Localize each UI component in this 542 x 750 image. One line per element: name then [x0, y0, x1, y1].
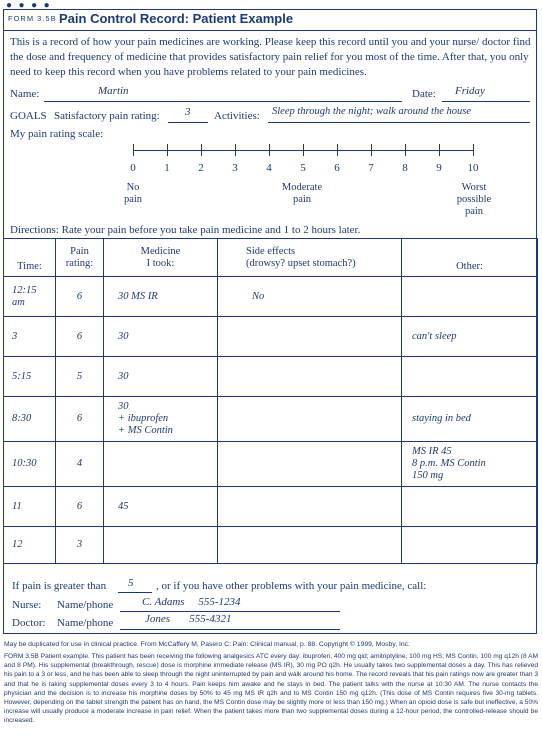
side-effects-cell[interactable] [218, 317, 402, 357]
scale-number: 9 [436, 162, 442, 174]
table-header-row [4, 239, 538, 277]
pain-record-table [3, 238, 538, 564]
scale-number: 8 [402, 162, 408, 174]
side-effects-cell[interactable] [218, 397, 402, 442]
threshold-text-before: If pain is greater than [12, 580, 107, 592]
scale-tick [371, 144, 372, 156]
table-row [4, 442, 538, 487]
time-cell[interactable]: 10:30 [4, 442, 56, 487]
scale-number: 1 [164, 162, 170, 174]
scale-tick [201, 144, 202, 156]
time-cell[interactable]: 5:15 [4, 357, 56, 397]
satisfactory-rating-field[interactable]: 3 [185, 106, 191, 118]
activities-field[interactable]: Sleep through the night; walk around the house [272, 106, 471, 117]
rating-cell[interactable]: 6 [56, 487, 104, 527]
rating-cell[interactable]: 5 [56, 357, 104, 397]
other-cell[interactable] [402, 277, 538, 317]
threshold-text-after: , or if you have other problems with your pain medicine, call: [156, 580, 427, 592]
medicine-cell[interactable]: 30 [104, 317, 218, 357]
scale-number: 4 [266, 162, 272, 174]
form-number: FORM 3.5B [8, 14, 57, 23]
other-cell[interactable] [402, 487, 538, 527]
doctor-underline [120, 629, 340, 630]
title-bar [3, 9, 537, 31]
rating-cell[interactable]: 3 [56, 527, 104, 564]
table-row [4, 277, 538, 317]
nurse-label: Nurse: [12, 599, 42, 611]
intro-text: This is a record of how your pain medicines are working. Please keep this record until you and your nurse/ doctor find the dose and frequency of medicine that provides satisfactory pain relief for you most of the time. After that, you only need to keep this record when you have problems related to your pain medicines. [10, 36, 531, 78]
other-cell[interactable]: MS IR 45 8 p.m. MS Contin 150 mg [402, 442, 538, 487]
col-medicine-header: Medicine I took: [104, 239, 218, 277]
doctor-label: Doctor: [12, 617, 46, 629]
side-effects-cell[interactable] [218, 442, 402, 487]
nurse-contact-field[interactable]: C. Adams 555-1234 [142, 596, 241, 608]
page-title: Pain Control Record: Patient Example [59, 11, 294, 26]
satisfactory-rating-label: Satisfactory pain rating: [54, 110, 160, 122]
goals-label: GOALS [10, 110, 47, 122]
scale-tick [473, 144, 474, 156]
threshold-field[interactable]: 5 [128, 577, 134, 589]
rating-cell[interactable]: 6 [56, 317, 104, 357]
scale-tick [303, 144, 304, 156]
scale-number: 3 [232, 162, 238, 174]
date-field[interactable]: Friday [455, 85, 485, 97]
time-cell[interactable]: 8:30 [4, 397, 56, 442]
nurse-namephone-label: Name/phone [57, 599, 114, 611]
rating-underline [168, 122, 208, 123]
medicine-cell[interactable] [104, 527, 218, 564]
time-cell[interactable]: 3 [4, 317, 56, 357]
time-cell[interactable]: 12:15 am [4, 277, 56, 317]
medicine-cell[interactable] [104, 442, 218, 487]
decorative-dots: ● ● ● ● [6, 0, 52, 11]
activities-label: Activities: [214, 110, 260, 122]
pain-rating-scale [125, 140, 485, 180]
rating-cell[interactable]: 6 [56, 277, 104, 317]
name-underline [44, 101, 402, 102]
side-effects-cell[interactable] [218, 527, 402, 564]
scale-tick [133, 144, 134, 156]
other-cell[interactable]: staying in bed [402, 397, 538, 442]
copyright-line: May be duplicated for use in clinical practice. From McCaffery M, Pasero C: Pain: Clinical manual, p. 88. Copyright © 1999, Mosby, Inc. [4, 641, 410, 648]
medicine-cell[interactable]: 30 [104, 357, 218, 397]
other-cell[interactable] [402, 527, 538, 564]
name-label: Name: [10, 88, 40, 100]
name-field[interactable]: Martin [98, 85, 129, 97]
date-label: Date: [412, 88, 436, 100]
scale-tick [167, 144, 168, 156]
col-rating-header: Pain rating: [56, 239, 104, 277]
date-underline [442, 101, 530, 102]
scale-number: 10 [467, 162, 479, 174]
scale-anchor-worst: Worst possible pain [456, 182, 492, 217]
col-side-effects-header: Side effects (drowsy? upset stomach?) [218, 239, 402, 277]
scale-tick [405, 144, 406, 156]
scale-number: 5 [300, 162, 306, 174]
form-caption: FORM 3.5B Patient example. This patient has been receiving the following analgesics ATC every day: ibuprofen, 400 mg qid; amitriptyline, 100 mg HS; MS Contin, 100 mg q12h (8 AM and 8 PM). His supplemental (breakthrough, rescue) dose is morphine immediate release (MS IR), 30 mg PO q2h. He usually takes two supplemental doses a day. This has relieved his pain to a 3 or less, and he has been able to sleep through the night uninterrupted by pain and walk around his home. The record reveals that his pain ratings now are greater than 3 and that he is taking supplemental doses every 3 to 4 hours. Pain keeps him awake and he stays in bed. The patient talks with the nurse at 10:30 AM. The nurse contacts the physician and the decision is to increase his morphine doses by 50% to 45 mg MS IR q2h and to MS Contin 150 mg q12h. (This dose of MS Contin requires five 30-mg tablets. However, depending on the tablet strength the patient has on hand, the MS Contin dose may be slightly more or less than 150 mg.) When an opioid dose is safe but ineffective, a 50% increase will usually produce a moderate increase in pain relief. When the patient takes more than two supplemental doses during a 12-hour period, the controlled-release should be increased. [4, 653, 538, 725]
scale-number: 7 [368, 162, 374, 174]
medicine-cell[interactable]: 30 MS IR [104, 277, 218, 317]
rating-cell[interactable]: 4 [56, 442, 104, 487]
nurse-underline [120, 611, 340, 612]
time-cell[interactable]: 11 [4, 487, 56, 527]
doctor-namephone-label: Name/phone [57, 617, 114, 629]
other-cell[interactable] [402, 357, 538, 397]
scale-anchor-none: No pain [123, 182, 143, 205]
scale-number: 0 [130, 162, 136, 174]
side-effects-cell[interactable]: No [218, 277, 402, 317]
table-row [4, 357, 538, 397]
table-row [4, 527, 538, 564]
scale-anchor-moderate: Moderate pain [281, 182, 323, 205]
scale-tick [235, 144, 236, 156]
scale-number: 6 [334, 162, 340, 174]
threshold-underline [118, 592, 152, 593]
scale-tick [439, 144, 440, 156]
table-row [4, 317, 538, 357]
rating-cell[interactable]: 6 [56, 397, 104, 442]
col-other-header: Other: [402, 239, 538, 277]
col-time-header: Time: [4, 239, 56, 277]
other-cell[interactable]: can't sleep [402, 317, 538, 357]
medicine-cell[interactable]: 45 [104, 487, 218, 527]
scale-tick [269, 144, 270, 156]
medicine-cell[interactable]: 30 + ibuprofen + MS Contin [104, 397, 218, 442]
time-cell[interactable]: 12 [4, 527, 56, 564]
pain-scale-label: My pain rating scale: [10, 128, 104, 140]
side-effects-cell[interactable] [218, 487, 402, 527]
side-effects-cell[interactable] [218, 357, 402, 397]
scale-number: 2 [198, 162, 204, 174]
scale-tick [337, 144, 338, 156]
table-row [4, 487, 538, 527]
directions-text: Directions: Rate your pain before you take pain medicine and 1 to 2 hours later. [10, 224, 361, 236]
doctor-contact-field[interactable]: Jones 555-4321 [145, 613, 232, 625]
activities-underline [268, 122, 530, 123]
table-row [4, 397, 538, 442]
